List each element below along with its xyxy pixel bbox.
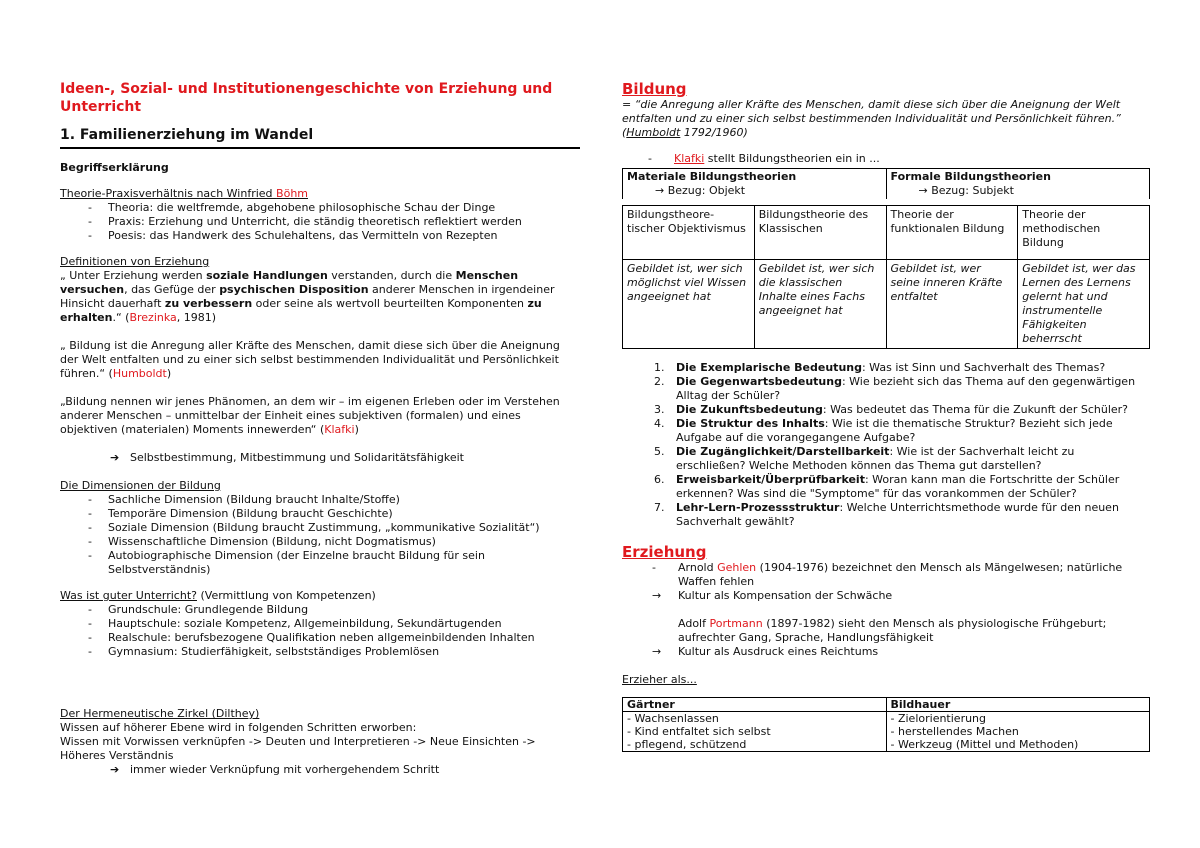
heading-text: Was ist guter Unterricht? bbox=[60, 589, 197, 602]
guter-unterricht-block bbox=[60, 589, 580, 659]
zirkel-conclusion bbox=[60, 763, 580, 777]
boehm-name: Böhm bbox=[276, 187, 309, 200]
brezinka-name: Brezinka bbox=[129, 311, 177, 324]
gaertner-header: Gärtner bbox=[623, 698, 887, 712]
list-item: - Soziale Dimension (Bildung braucht Zustimmung, „kommunikative Sozialität“) bbox=[88, 521, 580, 535]
list-item: - Gymnasium: Studierfähigkeit, selbstständiges Problemlösen bbox=[88, 645, 580, 659]
portmann-name: Portmann bbox=[709, 617, 763, 630]
quote-bold: Menschen versuchen bbox=[60, 269, 519, 296]
step-number: 6. bbox=[654, 473, 665, 486]
step-number: 7. bbox=[654, 501, 665, 514]
gehlen-result bbox=[622, 589, 1142, 603]
table-row: - herstellendes Machen bbox=[890, 725, 1019, 738]
humboldt-quote bbox=[60, 339, 580, 381]
definitionen-conclusion bbox=[60, 451, 580, 465]
result-text: Kultur als Kompensation der Schwäche bbox=[678, 589, 893, 602]
bullet: - bbox=[648, 152, 652, 165]
bildung-heading: Bildung bbox=[622, 80, 687, 98]
materiale-cell bbox=[623, 169, 887, 200]
list-item bbox=[654, 473, 1142, 501]
quote-text: = “die Anregung aller Kräfte des Menschen, damit diese sich über die Aneignung der Welt entfalten und zu einer sich selbst bestimmenden Individualität und Persönlichkeit führen.” ( bbox=[622, 98, 1121, 139]
theorie-heading bbox=[60, 187, 580, 201]
quote-bold: soziale Handlungen bbox=[206, 269, 328, 282]
step-number: 1. bbox=[654, 361, 665, 374]
dimensionen-heading: Die Dimensionen der Bildung bbox=[60, 479, 221, 492]
step-title: Die Gegenwartsbedeutung bbox=[676, 375, 842, 388]
list-item bbox=[654, 361, 1142, 375]
erziehung-block bbox=[622, 561, 1142, 659]
guter-unterricht-heading bbox=[60, 589, 580, 603]
table-cell: Gebildet ist, wer sich die klassischen Inhalte eines Fachs angeeignet hat bbox=[754, 260, 886, 349]
list-item: - Hauptschule: soziale Kompetenz, Allgemeinbildung, Sekundärtugenden bbox=[88, 617, 580, 631]
quote-text: , das Gefüge der bbox=[124, 283, 220, 296]
arrow-icon: → bbox=[652, 645, 662, 658]
quote-text: , 1981) bbox=[176, 311, 217, 324]
table-cell: Theorie der funktionalen Bildung bbox=[886, 206, 1018, 260]
step-text: : Wie ist die thematische Struktur? Bezieht sich jede Aufgabe auf die vorangegangene Aufgabe? bbox=[676, 417, 1113, 444]
step-number: 3. bbox=[654, 403, 665, 416]
table-cell: Gebildet ist, wer das Lernen des Lernens gelernt hat und instrumentelle Fähigkeiten beherrscht bbox=[1018, 260, 1150, 349]
klafki-steps bbox=[622, 361, 1142, 529]
table-row: - Zielorientierung bbox=[890, 712, 987, 725]
portmann-text: Adolf bbox=[678, 617, 710, 630]
begriff-heading: Begriffserklärung bbox=[60, 161, 169, 174]
list-item: - Temporäre Dimension (Bildung braucht Geschichte) bbox=[88, 507, 580, 521]
formale-cell bbox=[886, 169, 1150, 200]
step-text: : Wie bezieht sich das Thema auf den gegenwärtigen Alltag der Schüler? bbox=[676, 375, 1136, 402]
brezinka-quote bbox=[60, 269, 580, 325]
quote-text: verstanden, durch die bbox=[327, 269, 456, 282]
zirkel-line1: Wissen auf höherer Ebene wird in folgenden Schritten erworben: bbox=[60, 721, 417, 734]
conclusion-text: Selbstbestimmung, Mitbestimmung und Solidaritätsfähigkeit bbox=[130, 451, 464, 464]
list-item bbox=[654, 417, 1142, 445]
right-column bbox=[622, 80, 1142, 752]
step-title: Lehr-Lern-Prozessstruktur bbox=[676, 501, 840, 514]
list-item bbox=[654, 375, 1142, 403]
step-text: : Wie ist der Sachverhalt leicht zu erschließen? Welche Methoden können das Thema gut darstellen? bbox=[676, 445, 1075, 472]
quote-text: ) bbox=[354, 423, 359, 436]
definitionen-heading: Definitionen von Erziehung bbox=[60, 255, 210, 268]
bildhauer-header: Bildhauer bbox=[886, 698, 1150, 712]
theorien-table bbox=[622, 205, 1150, 349]
portmann-item bbox=[622, 617, 1142, 645]
gaertner-cell bbox=[623, 712, 887, 752]
quote-text: .“ ( bbox=[112, 311, 130, 324]
step-title: Die Struktur des Inhalts bbox=[676, 417, 825, 430]
list-item: - Wissenschaftliche Dimension (Bildung, nicht Dogmatismus) bbox=[88, 535, 580, 549]
erzieher-heading: Erzieher als... bbox=[622, 673, 697, 686]
klafki-text: stellt Bildungstheorien ein in ... bbox=[704, 152, 880, 165]
table-row: - Kind entfaltet sich selbst bbox=[627, 725, 771, 738]
klafki-name: Klafki bbox=[324, 423, 355, 436]
step-title: Die Exemplarische Bedeutung bbox=[676, 361, 862, 374]
step-text: : Woran kann man die Fortschritte der Schüler erkennen? Was sind die "Symptome" für das vorankommen der Schüler? bbox=[676, 473, 1120, 500]
portmann-result bbox=[622, 645, 1142, 659]
theorien-header-table bbox=[622, 168, 1150, 199]
materiale-bezug: → Bezug: Objekt bbox=[655, 184, 746, 197]
theorie-heading-text: Theorie-Praxisverhältnis nach Winfried bbox=[60, 187, 277, 200]
bildhauer-cell bbox=[886, 712, 1150, 752]
table-cell: Bildungstheorie des Klassischen bbox=[754, 206, 886, 260]
gehlen-item bbox=[622, 561, 1142, 589]
quote-text: ) bbox=[166, 367, 172, 380]
step-title: Die Zugänglichkeit/Darstellbarkeit bbox=[676, 445, 890, 458]
erzieher-table bbox=[622, 697, 1150, 752]
quote-text: „Bildung nennen wir jenes Phänomen, an dem wir – im eigenen Erleben oder im Verstehen anderer Menschen – unmittelbar der Einheit eines subjektiven (formalen) und eines objektiven (materialen) Moments innewerden“ ( bbox=[60, 395, 560, 436]
quote-bold: zu erhalten bbox=[60, 297, 542, 324]
formale-bezug: → Bezug: Subjekt bbox=[918, 184, 1014, 197]
quote-bold: psychischen Disposition bbox=[219, 283, 369, 296]
step-number: 4. bbox=[654, 417, 665, 430]
conclusion-text: immer wieder Verknüpfung mit vorhergehendem Schritt bbox=[130, 763, 440, 776]
list-item: - Sachliche Dimension (Bildung braucht Inhalte/Stoffe) bbox=[88, 493, 580, 507]
section-heading: 1. Familienerziehung im Wandel bbox=[60, 126, 580, 149]
heading-suffix: (Vermittlung von Kompetenzen) bbox=[196, 589, 376, 602]
quote-bold: zu verbessern bbox=[164, 297, 253, 310]
list-item bbox=[654, 445, 1142, 473]
step-title: Erweisbarkeit/Überprüfbarkeit bbox=[676, 473, 865, 486]
step-text: : Welche Unterrichtsmethode wurde für den neuen Sachverhalt gewählt? bbox=[676, 501, 1119, 528]
zirkel-heading: Der Hermeneutische Zirkel (Dilthey) bbox=[60, 707, 260, 720]
step-number: 2. bbox=[654, 375, 665, 388]
gehlen-text: (1904-1976) bezeichnet den Mensch als Mängelwesen; natürliche Waffen fehlen bbox=[678, 561, 1123, 588]
list-item: - Autobiographische Dimension (der Einzelne braucht Bildung für sein Selbstverständnis) bbox=[88, 549, 580, 577]
klafki-line bbox=[622, 152, 1142, 166]
list-item bbox=[654, 403, 1142, 417]
klafki-name: Klafki bbox=[674, 152, 705, 165]
theorie-list bbox=[60, 201, 580, 243]
table-cell: Bildungstheore-tischer Objektivismus bbox=[623, 206, 755, 260]
arrow-icon: ➔ bbox=[110, 451, 120, 464]
arrow-icon: ➔ bbox=[110, 763, 120, 776]
table-row: - pflegend, schützend bbox=[627, 738, 747, 751]
list-item: - Grundschule: Grundlegende Bildung bbox=[88, 603, 580, 617]
definitionen-block bbox=[60, 255, 580, 465]
list-item: - Praxis: Erziehung und Unterricht, die ständig theoretisch reflektiert werden bbox=[88, 215, 580, 229]
klafki-quote bbox=[60, 395, 580, 437]
table-cell: Theorie der methodischen Bildung bbox=[1018, 206, 1150, 260]
gehlen-name: Gehlen bbox=[717, 561, 757, 574]
arrow-icon: → bbox=[652, 589, 662, 602]
document-title: Ideen-, Sozial- und Institutionengeschichte von Erziehung und Unterricht bbox=[60, 81, 553, 115]
dimensionen-list bbox=[60, 493, 580, 577]
table-cell: Gebildet ist, wer seine inneren Kräfte entfaltet bbox=[886, 260, 1018, 349]
formale-title: Formale Bildungstheorien bbox=[890, 170, 1051, 183]
list-item: - Theoria: die weltfremde, abgehobene philosophische Schau der Dinge bbox=[88, 201, 580, 215]
list-item: - Poesis: das Handwerk des Schulehaltens, das Vermitteln von Rezepten bbox=[88, 229, 580, 243]
result-text: Kultur als Ausdruck eines Reichtums bbox=[678, 645, 879, 658]
humboldt-name: Humboldt bbox=[626, 126, 681, 139]
theorie-block bbox=[60, 187, 580, 243]
quote-text: 1792/1960) bbox=[680, 126, 748, 139]
quote-text: oder seine als wertvoll beurteilten Komponenten bbox=[252, 297, 528, 310]
humboldt-name: Humboldt bbox=[112, 367, 167, 380]
quote-text: „ Unter Erziehung werden bbox=[60, 269, 207, 282]
erziehung-heading: Erziehung bbox=[622, 543, 707, 561]
quote-text: „ Bildung ist die Anregung aller Kräfte des Menschen, damit diese sich über die Aneignung der Welt entfalten und zu einer sich selbst bestimmenden Individualität und Persönlichkeit führen.“ ( bbox=[60, 339, 560, 380]
quote-text: anderer Menschen in irgendeiner Hinsicht dauerhaft bbox=[60, 283, 555, 310]
list-item: - Realschule: berufsbezogene Qualifikation neben allgemeinbildenden Inhalten bbox=[88, 631, 580, 645]
step-number: 5. bbox=[654, 445, 665, 458]
schulformen-list bbox=[60, 603, 580, 659]
bullet: - bbox=[652, 561, 656, 574]
gehlen-text: Arnold bbox=[678, 561, 718, 574]
table-row: - Werkzeug (Mittel und Methoden) bbox=[890, 738, 1079, 751]
list-item bbox=[654, 501, 1142, 529]
zirkel-block bbox=[60, 707, 580, 777]
dimensionen-block bbox=[60, 479, 580, 577]
step-title: Die Zukunftsbedeutung bbox=[676, 403, 823, 416]
table-row: - Wachsenlassen bbox=[627, 712, 719, 725]
bildung-quote bbox=[622, 98, 1142, 140]
table-cell: Gebildet ist, wer sich möglichst viel Wissen angeeignet hat bbox=[623, 260, 755, 349]
step-text: : Was bedeutet das Thema für die Zukunft der Schüler? bbox=[822, 403, 1129, 416]
left-column bbox=[60, 80, 580, 777]
zirkel-line2: Wissen mit Vorwissen verknüpfen -> Deuten und Interpretieren -> Neue Einsichten -> Höheres Verständnis bbox=[60, 735, 536, 762]
materiale-title: Materiale Bildungstheorien bbox=[627, 170, 797, 183]
portmann-text: (1897-1982) sieht den Mensch als physiologische Frühgeburt; aufrechter Gang, Sprache, Handlungsfähigkeit bbox=[678, 617, 1107, 644]
step-text: : Was ist Sinn und Sachverhalt des Themas? bbox=[861, 361, 1106, 374]
